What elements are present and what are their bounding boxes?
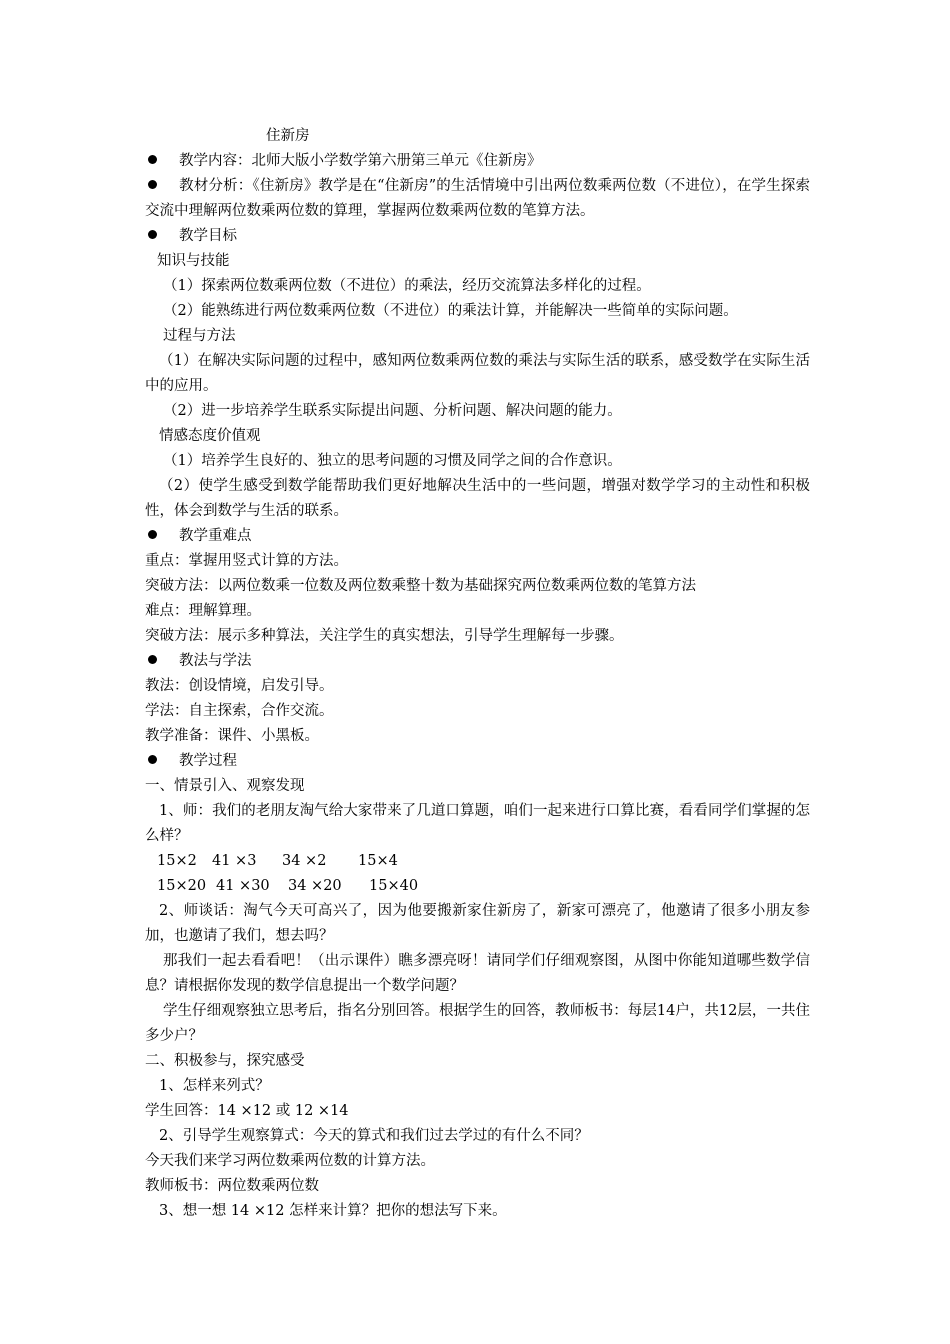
teacher-board-note: 教师板书：两位数乘两位数 bbox=[145, 1178, 319, 1194]
process-step-2: 2、师谈话：淘气今天可高兴了，因为他要搬新家住新房了，新家可漂亮了，他邀请了很多小朋友参加，也邀请了我们，想去吗？ bbox=[145, 903, 810, 944]
bullet-teaching-content: 教学内容：北师大版小学数学第六册第三单元《住新房》 bbox=[145, 149, 810, 174]
goal-emotion-1: （1）培养学生良好的、独立的思考问题的习惯及同学之间的合作意识。 bbox=[163, 453, 622, 469]
calc-item: 41 ×3 bbox=[212, 853, 257, 869]
calc-item: 34 ×2 bbox=[282, 853, 327, 869]
calc-row-2 bbox=[145, 874, 810, 899]
process-question-1: 1、怎样来列式？ bbox=[159, 1078, 270, 1094]
bullet-teaching-process: 教学过程 bbox=[145, 749, 810, 774]
goal-process-title: 过程与方法 bbox=[163, 328, 236, 344]
calc-item: 34 ×20 bbox=[288, 878, 342, 894]
teaching-method: 教法：创设情境，启发引导。 bbox=[145, 678, 334, 694]
bullet-dot-icon bbox=[148, 230, 157, 239]
goal-emotion-title: 情感态度价值观 bbox=[159, 428, 261, 444]
bullet-dot-icon bbox=[148, 155, 157, 164]
calc-item: 15×4 bbox=[358, 853, 398, 869]
goal-process-1: （1）在解决实际问题的过程中，感知两位数乘两位数的乘法与实际生活的联系，感受数学在实际生活中的应用。 bbox=[145, 353, 810, 394]
goal-knowledge-1: （1）探索两位数乘两位数（不进位）的乘法，经历交流算法多样化的过程。 bbox=[163, 278, 651, 294]
calc-item: 41 ×30 bbox=[216, 878, 270, 894]
bullet-dot-icon bbox=[148, 755, 157, 764]
difficult-point-method: 突破方法：展示多种算法，关注学生的真实想法，引导学生理解每一步骤。 bbox=[145, 628, 624, 644]
bullet-dot-icon bbox=[148, 530, 157, 539]
process-step-2c: 学生仔细观察独立思考后，指名分别回答。根据学生的回答，教师板书：每层14户，共12层，一共住多少户？ bbox=[145, 1003, 810, 1044]
process-section-1: 一、情景引入、观察发现 bbox=[145, 778, 305, 794]
bullet-key-points: 教学重难点 bbox=[145, 524, 810, 549]
key-point-method: 突破方法：以两位数乘一位数及两位数乘整十数为基础探究两位数乘两位数的笔算方法 bbox=[145, 578, 696, 594]
process-question-2: 2、引导学生观察算式：今天的算式和我们过去学过的有什么不同？ bbox=[159, 1128, 589, 1144]
process-question-3: 3、想一想 14 ×12 怎样来计算？把你的想法写下来。 bbox=[159, 1203, 507, 1219]
calc-item: 15×40 bbox=[369, 878, 419, 894]
process-answer-1: 学生回答：14 ×12 或 12 ×14 bbox=[145, 1103, 349, 1119]
bullet-teaching-goals: 教学目标 bbox=[145, 224, 810, 249]
goal-process-2: （2）进一步培养学生联系实际提出问题、分析问题、解决问题的能力。 bbox=[163, 403, 622, 419]
process-step-1: 1、师：我们的老朋友淘气给大家带来了几道口算题，咱们一起来进行口算比赛，看看同学们掌握的怎么样？ bbox=[145, 803, 810, 844]
document-page bbox=[145, 124, 810, 1224]
process-section-2: 二、积极参与，探究感受 bbox=[145, 1053, 305, 1069]
calc-item: 15×2 bbox=[157, 853, 197, 869]
goal-emotion-2: （2）使学生感受到数学能帮助我们更好地解决生活中的一些问题，增强对数学学习的主动性和积极性，体会到数学与生活的联系。 bbox=[145, 478, 810, 519]
bullet-material-analysis: 教材分析：《住新房》教学是在“住新房”的生活情境中引出两位数乘两位数（不进位），在学生探索交流中理解两位数乘两位数的算理，掌握两位数乘两位数的笔算方法。 bbox=[145, 178, 810, 219]
calc-item: 15×20 bbox=[157, 878, 207, 894]
goal-knowledge-2: （2）能熟练进行两位数乘两位数（不进位）的乘法计算，并能解决一些简单的实际问题。 bbox=[163, 303, 738, 319]
bullet-dot-icon bbox=[148, 655, 157, 664]
document-title: 住新房 bbox=[266, 128, 310, 144]
difficult-point: 难点：理解算理。 bbox=[145, 603, 261, 619]
goal-knowledge-title: 知识与技能 bbox=[157, 253, 230, 269]
calc-row-1 bbox=[145, 849, 810, 874]
bullet-dot-icon bbox=[148, 180, 157, 189]
bullet-teaching-methods: 教法与学法 bbox=[145, 649, 810, 674]
process-step-2b: 那我们一起去看看吧！（出示课件）瞧多漂亮呀！请同学们仔细观察图，从图中你能知道哪些数学信息？请根据你发现的数学信息提出一个数学问题？ bbox=[145, 953, 810, 994]
teaching-preparation: 教学准备：课件、小黑板。 bbox=[145, 728, 319, 744]
learning-method: 学法：自主探索，合作交流。 bbox=[145, 703, 334, 719]
process-text-2: 今天我们来学习两位数乘两位数的计算方法。 bbox=[145, 1153, 435, 1169]
key-point: 重点：掌握用竖式计算的方法。 bbox=[145, 553, 348, 569]
